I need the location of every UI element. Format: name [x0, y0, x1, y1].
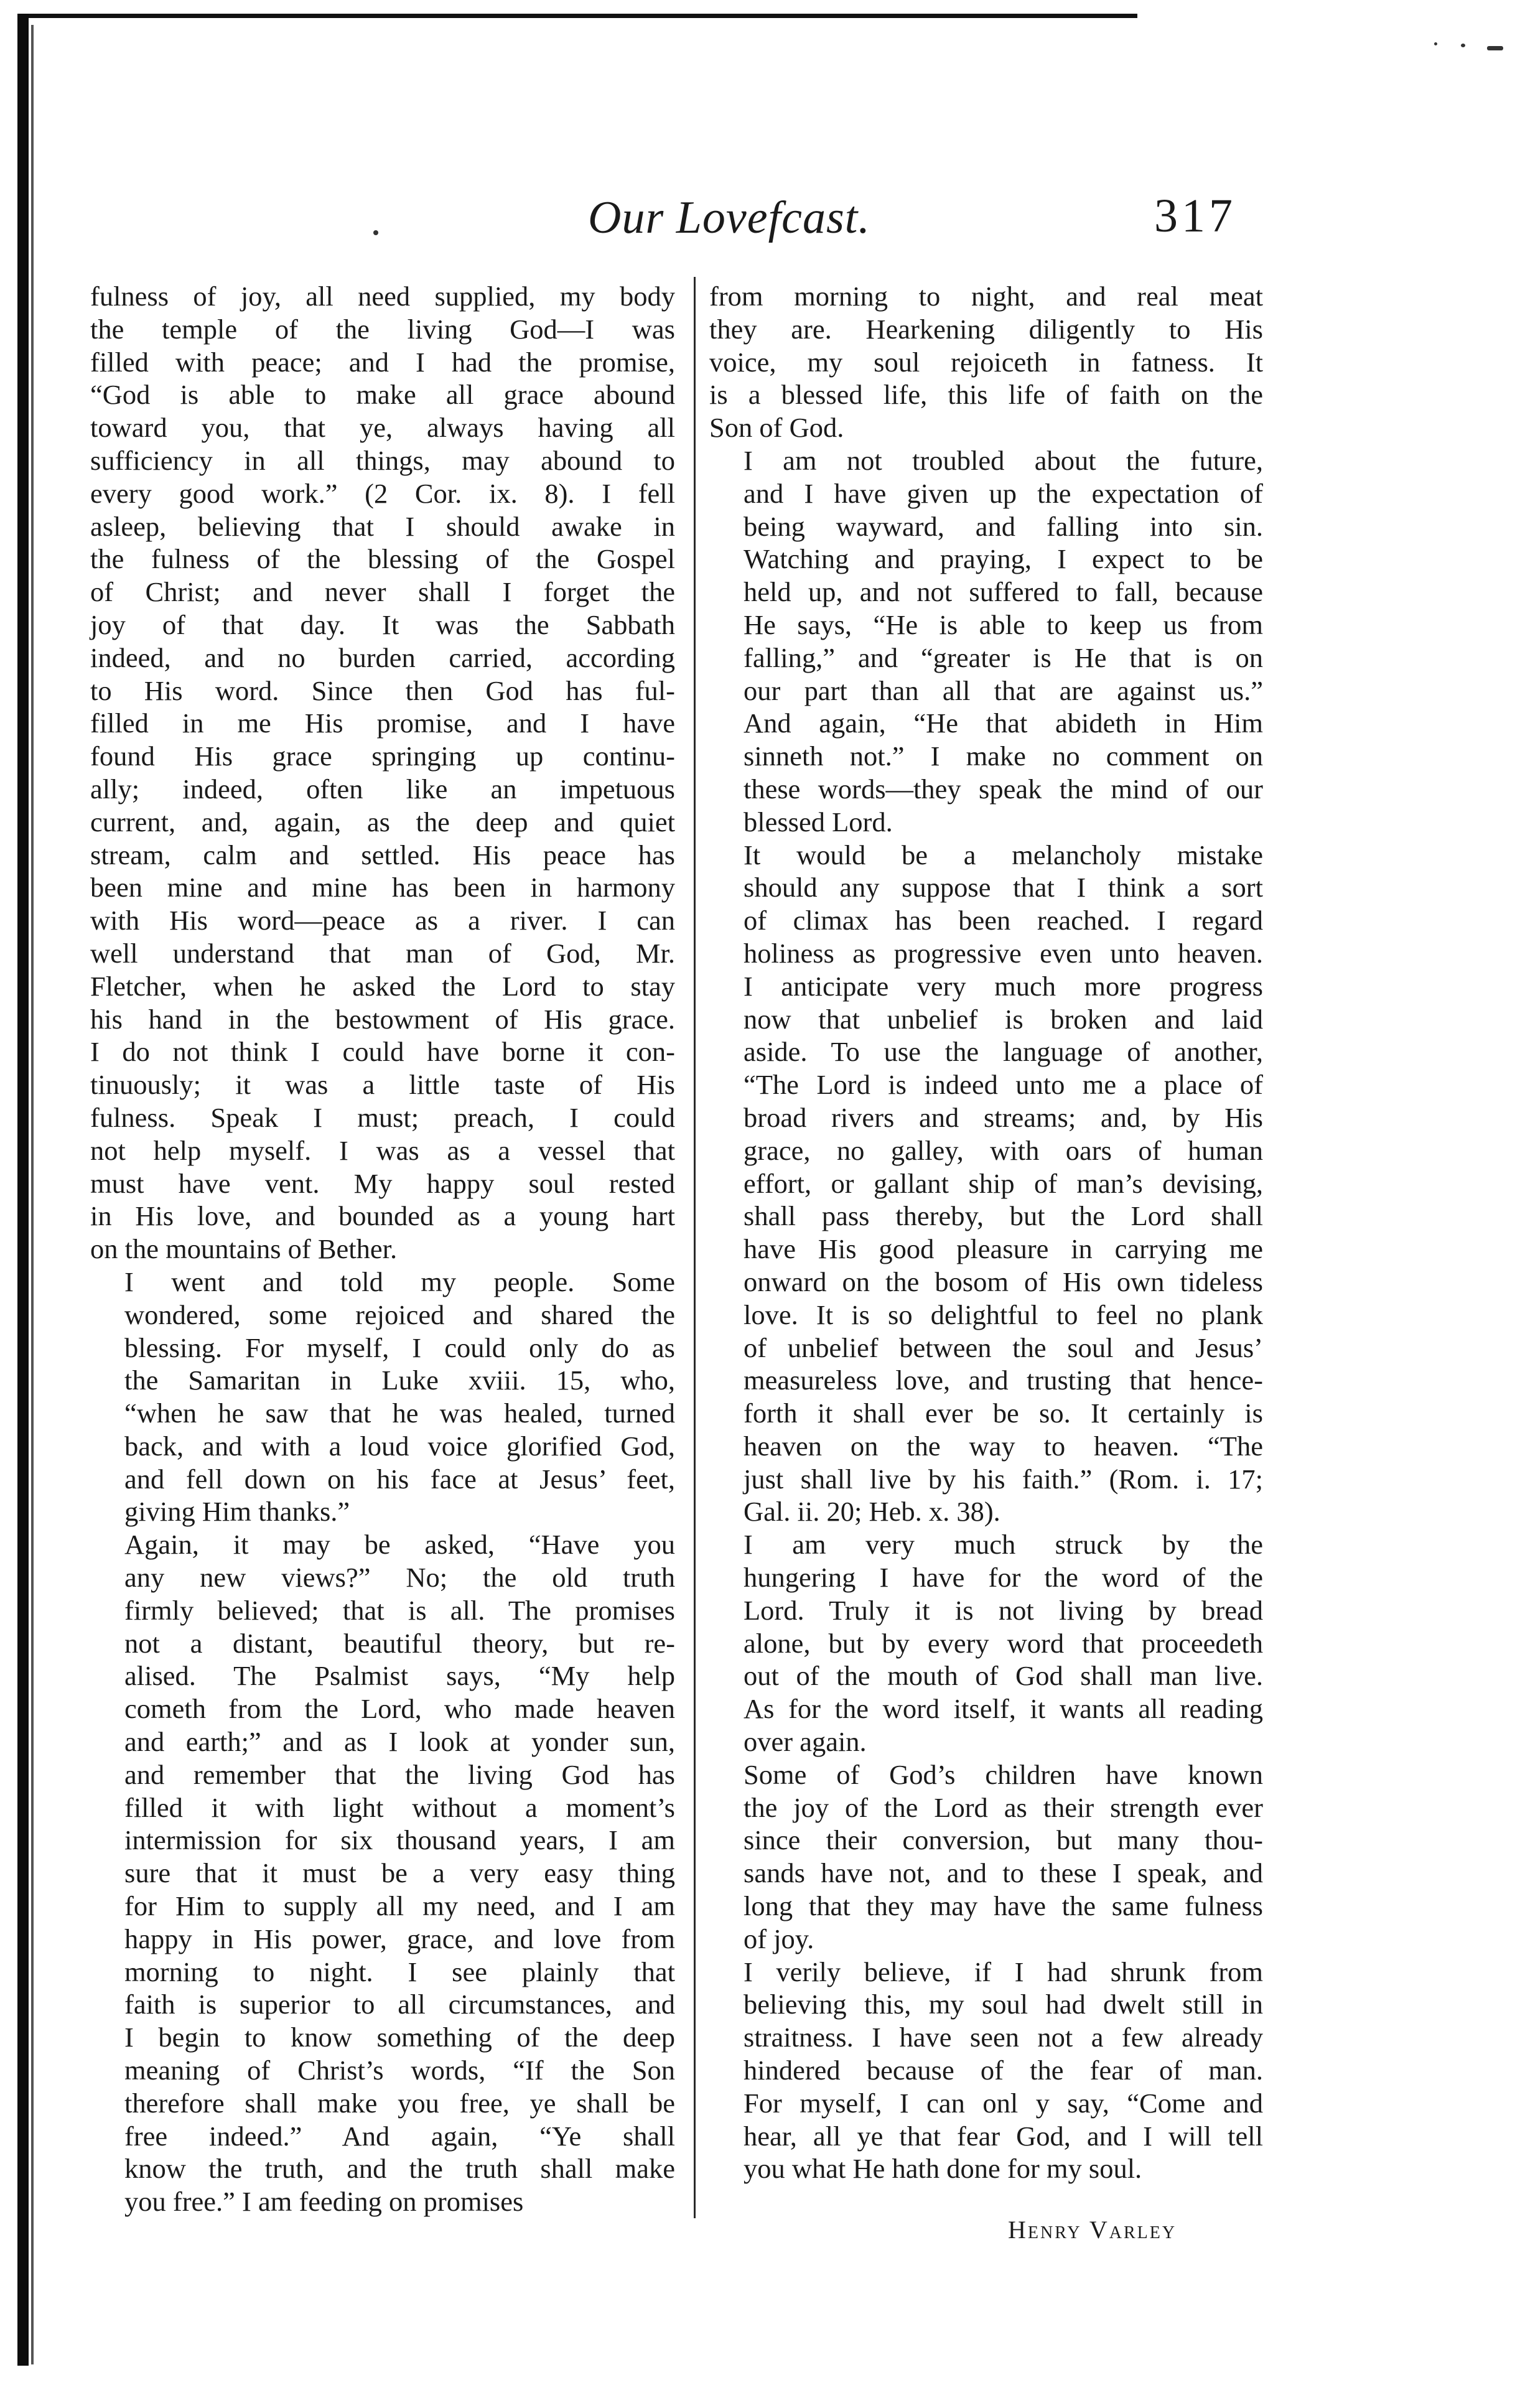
text-line: our part than all that are against us.” [744, 674, 1263, 706]
text-line: alone, but by every word that proceedeth [744, 1627, 1263, 1659]
text-line: grace, no galley, with oars of human [744, 1134, 1263, 1166]
text-line: since their conversion, but many thou- [744, 1824, 1263, 1856]
text-line: Some of God’s children have known [744, 1758, 1263, 1790]
text-line: of climax has been reached. I regard [744, 905, 1263, 936]
paragraph [709, 1528, 1263, 1758]
paragraph [90, 1266, 675, 1528]
text-line: morning to night. I see plainly that [124, 1956, 675, 1987]
paragraph [709, 839, 1263, 1529]
text-line: joy of that day. It was the Sabbath [90, 609, 675, 640]
text-line: believing this, my soul had dwelt still in [744, 1989, 1263, 2020]
text-line: measureless love, and trusting that hence- [744, 1365, 1263, 1396]
text-line: falling,” and “greater is He that is on [744, 642, 1263, 673]
page-header [0, 187, 1520, 255]
text-line: holiness as progressive even unto heaven. [744, 937, 1263, 969]
text-line: toward you, that ye, always having all [90, 412, 675, 444]
text-line: As for the word itself, it wants all reading [744, 1693, 1263, 1725]
text-line: indeed, and no burden carried, according [90, 642, 675, 673]
text-line: He says, “He is able to keep us from [744, 609, 1263, 640]
text-line: stream, calm and settled. His peace has [90, 839, 675, 870]
text-line: of unbelief between the soul and Jesus’ [744, 1332, 1263, 1363]
text-line: blessing. For myself, I could only do as [124, 1332, 675, 1363]
text-line: not help myself. I was as a vessel that [90, 1134, 675, 1166]
text-line: for Him to supply all my need, and I am [124, 1890, 675, 1922]
text-line: know the truth, and the truth shall make [124, 2153, 675, 2185]
text-line: with His word—peace as a river. I can [90, 905, 675, 936]
text-line: sinneth not.” I make no comment on [744, 740, 1263, 772]
text-line: the temple of the living God—I was [90, 313, 675, 345]
text-line: to His word. Since then God has ful- [90, 674, 675, 706]
text-line: have His good pleasure in carrying me [744, 1233, 1263, 1265]
page-frame-left-border [17, 14, 29, 2366]
text-line: well understand that man of God, Mr. [90, 937, 675, 969]
page-frame-top-border [17, 14, 1137, 18]
text-line: shall pass thereby, but the Lord shall [744, 1200, 1263, 1232]
text-line: voice, my soul rejoiceth in fatness. It [709, 346, 1263, 378]
text-line: love. It is so delightful to feel no plank [744, 1299, 1263, 1330]
text-line: any new views?” No; the old truth [124, 1562, 675, 1594]
text-line: heaven on the way to heaven. “The [744, 1430, 1263, 1462]
text-line: is a blessed life, this life of faith on the [709, 379, 1263, 411]
text-line: every good work.” (2 Cor. ix. 8). I fell [90, 477, 675, 509]
column-divider [694, 277, 696, 2218]
text-line: filled with peace; and I had the promise, [90, 346, 675, 378]
text-line: free indeed.” And again, “Ye shall [124, 2120, 675, 2152]
paragraph [709, 1758, 1263, 1956]
text-line: I anticipate very much more progress [744, 970, 1263, 1002]
text-line: effort, or gallant ship of man’s devising, [744, 1167, 1263, 1199]
text-line: of joy. [744, 1923, 814, 1954]
text-line: Son of God. [709, 412, 844, 444]
paragraph [709, 444, 1263, 839]
text-line: forth it shall ever be so. It certainly is [744, 1398, 1263, 1429]
author-signature: Henry Varley [1008, 2216, 1177, 2244]
text-line: fulness of joy, all need supplied, my body [90, 281, 675, 312]
paragraph [90, 280, 675, 1266]
text-line: It would be a melancholy mistake [744, 839, 1263, 870]
text-line: should any suppose that I think a sort [744, 872, 1263, 903]
text-line: asleep, believing that I should awake in [90, 510, 675, 542]
text-line: Again, it may be asked, “Have you [124, 1529, 675, 1561]
text-line: not a distant, beautiful theory, but re- [124, 1627, 675, 1659]
text-line: the Samaritan in Luke xviii. 15, who, [124, 1365, 675, 1396]
text-line: current, and, again, as the deep and quiet [90, 806, 675, 838]
text-line: Fletcher, when he asked the Lord to stay [90, 970, 675, 1002]
text-line: the joy of the Lord as their strength ever [744, 1791, 1263, 1823]
text-line: fulness. Speak I must; preach, I could [90, 1101, 675, 1133]
text-line: held up, and not suffered to fall, because [744, 576, 1263, 608]
text-line: and remember that the living God has [124, 1758, 675, 1790]
text-line: hindered because of the fear of man. [744, 2055, 1263, 2086]
text-line: found His grace springing up continu- [90, 740, 675, 772]
text-line: of Christ; and never shall I forget the [90, 576, 675, 608]
text-line: from morning to night, and real meat [709, 281, 1263, 312]
text-line: filled in me His promise, and I have [90, 707, 675, 739]
text-line: now that unbelief is broken and laid [744, 1003, 1263, 1035]
text-line: blessed Lord. [744, 806, 893, 838]
text-line: filled it with light without a moment’s [124, 1791, 675, 1823]
text-line: and earth;” and as I look at yonder sun, [124, 1726, 675, 1758]
text-line: cometh from the Lord, who made heaven [124, 1693, 675, 1725]
text-line: they are. Hearkening diligently to His [709, 313, 1263, 345]
text-line: hear, all ye that fear God, and I will tell [744, 2120, 1263, 2152]
text-line: these words—they speak the mind of our [744, 773, 1263, 805]
text-line: And again, “He that abideth in Him [744, 707, 1263, 739]
text-line: “God is able to make all grace abound [90, 379, 675, 411]
text-line: Watching and praying, I expect to be [744, 543, 1263, 575]
text-line: you what He hath done for my soul. [744, 2153, 1142, 2185]
print-speck [1487, 46, 1503, 50]
left-text-column [90, 280, 675, 2218]
paragraph [90, 1528, 675, 2218]
text-line: I verily believe, if I had shrunk from [744, 1956, 1263, 1987]
text-line: being wayward, and falling into sin. [744, 510, 1263, 542]
text-line: in His love, and bounded as a young hart [90, 1200, 675, 1232]
text-line: firmly believed; that is all. The promises [124, 1594, 675, 1626]
right-text-column [709, 280, 1263, 2185]
text-line: straitness. I have seen not a few already [744, 2022, 1263, 2053]
text-line: aside. To use the language of another, [744, 1036, 1263, 1068]
paragraph [709, 280, 1263, 444]
text-line: back, and with a loud voice glorified God, [124, 1430, 675, 1462]
print-speck [1434, 42, 1437, 45]
text-line: Lord. Truly it is not living by bread [744, 1594, 1263, 1626]
text-line: the fulness of the blessing of the Gospel [90, 543, 675, 575]
text-line: therefore shall make you free, ye shall be [124, 2087, 675, 2119]
text-line: and fell down on his face at Jesus’ feet, [124, 1463, 675, 1495]
text-line: I went and told my people. Some [124, 1266, 675, 1297]
text-line: wondered, some rejoiced and shared the [124, 1299, 675, 1330]
text-line: “The Lord is indeed unto me a place of [744, 1069, 1263, 1101]
text-line: faith is superior to all circumstances, and [124, 1989, 675, 2020]
text-line: I begin to know something of the deep [124, 2022, 675, 2053]
text-line: sure that it must be a very easy thing [124, 1857, 675, 1889]
text-line: alised. The Psalmist says, “My help [124, 1660, 675, 1692]
text-line: and I have given up the expectation of [744, 477, 1263, 509]
text-line: on the mountains of Bether. [90, 1233, 398, 1265]
text-line: his hand in the bestowment of His grace. [90, 1003, 675, 1035]
print-speck [1461, 44, 1465, 47]
running-title: Our Lovefcast. [588, 192, 870, 243]
text-line: hungering I have for the word of the [744, 1562, 1263, 1594]
text-line: out of the mouth of God shall man live. [744, 1660, 1263, 1692]
text-line: Gal. ii. 20; Heb. x. 38). [744, 1496, 1000, 1528]
text-line: “when he saw that he was healed, turned [124, 1398, 675, 1429]
text-line: giving Him thanks.” [124, 1496, 350, 1528]
text-line: I am not troubled about the future, [744, 444, 1263, 476]
text-line: happy in His power, grace, and love from [124, 1923, 675, 1954]
text-line: just shall live by his faith.” (Rom. i. 17; [744, 1463, 1263, 1495]
text-line: ally; indeed, often like an impetuous [90, 773, 675, 805]
text-line: long that they may have the same fulness [744, 1890, 1263, 1922]
text-line: onward on the bosom of His own tideless [744, 1266, 1263, 1297]
text-line: you free.” I am feeding on promises [124, 2186, 524, 2218]
text-line: must have vent. My happy soul rested [90, 1167, 675, 1199]
text-line: broad rivers and streams; and, by His [744, 1101, 1263, 1133]
text-line: intermission for six thousand years, I am [124, 1824, 675, 1856]
page-frame-inner-line [31, 25, 34, 2364]
text-line: meaning of Christ’s words, “If the Son [124, 2055, 675, 2086]
text-line: sands have not, and to these I speak, and [744, 1857, 1263, 1889]
paragraph [709, 1956, 1263, 2186]
text-line: For myself, I can onl y say, “Come and [744, 2087, 1263, 2119]
text-line: over again. [744, 1726, 867, 1758]
text-line: I am very much struck by the [744, 1529, 1263, 1561]
text-line: I do not think I could have borne it con- [90, 1036, 675, 1068]
text-line: tinuously; it was a little taste of His [90, 1069, 675, 1101]
page-number: 317 [1154, 190, 1236, 242]
text-line: sufficiency in all things, may abound to [90, 444, 675, 476]
text-line: been mine and mine has been in harmony [90, 872, 675, 903]
